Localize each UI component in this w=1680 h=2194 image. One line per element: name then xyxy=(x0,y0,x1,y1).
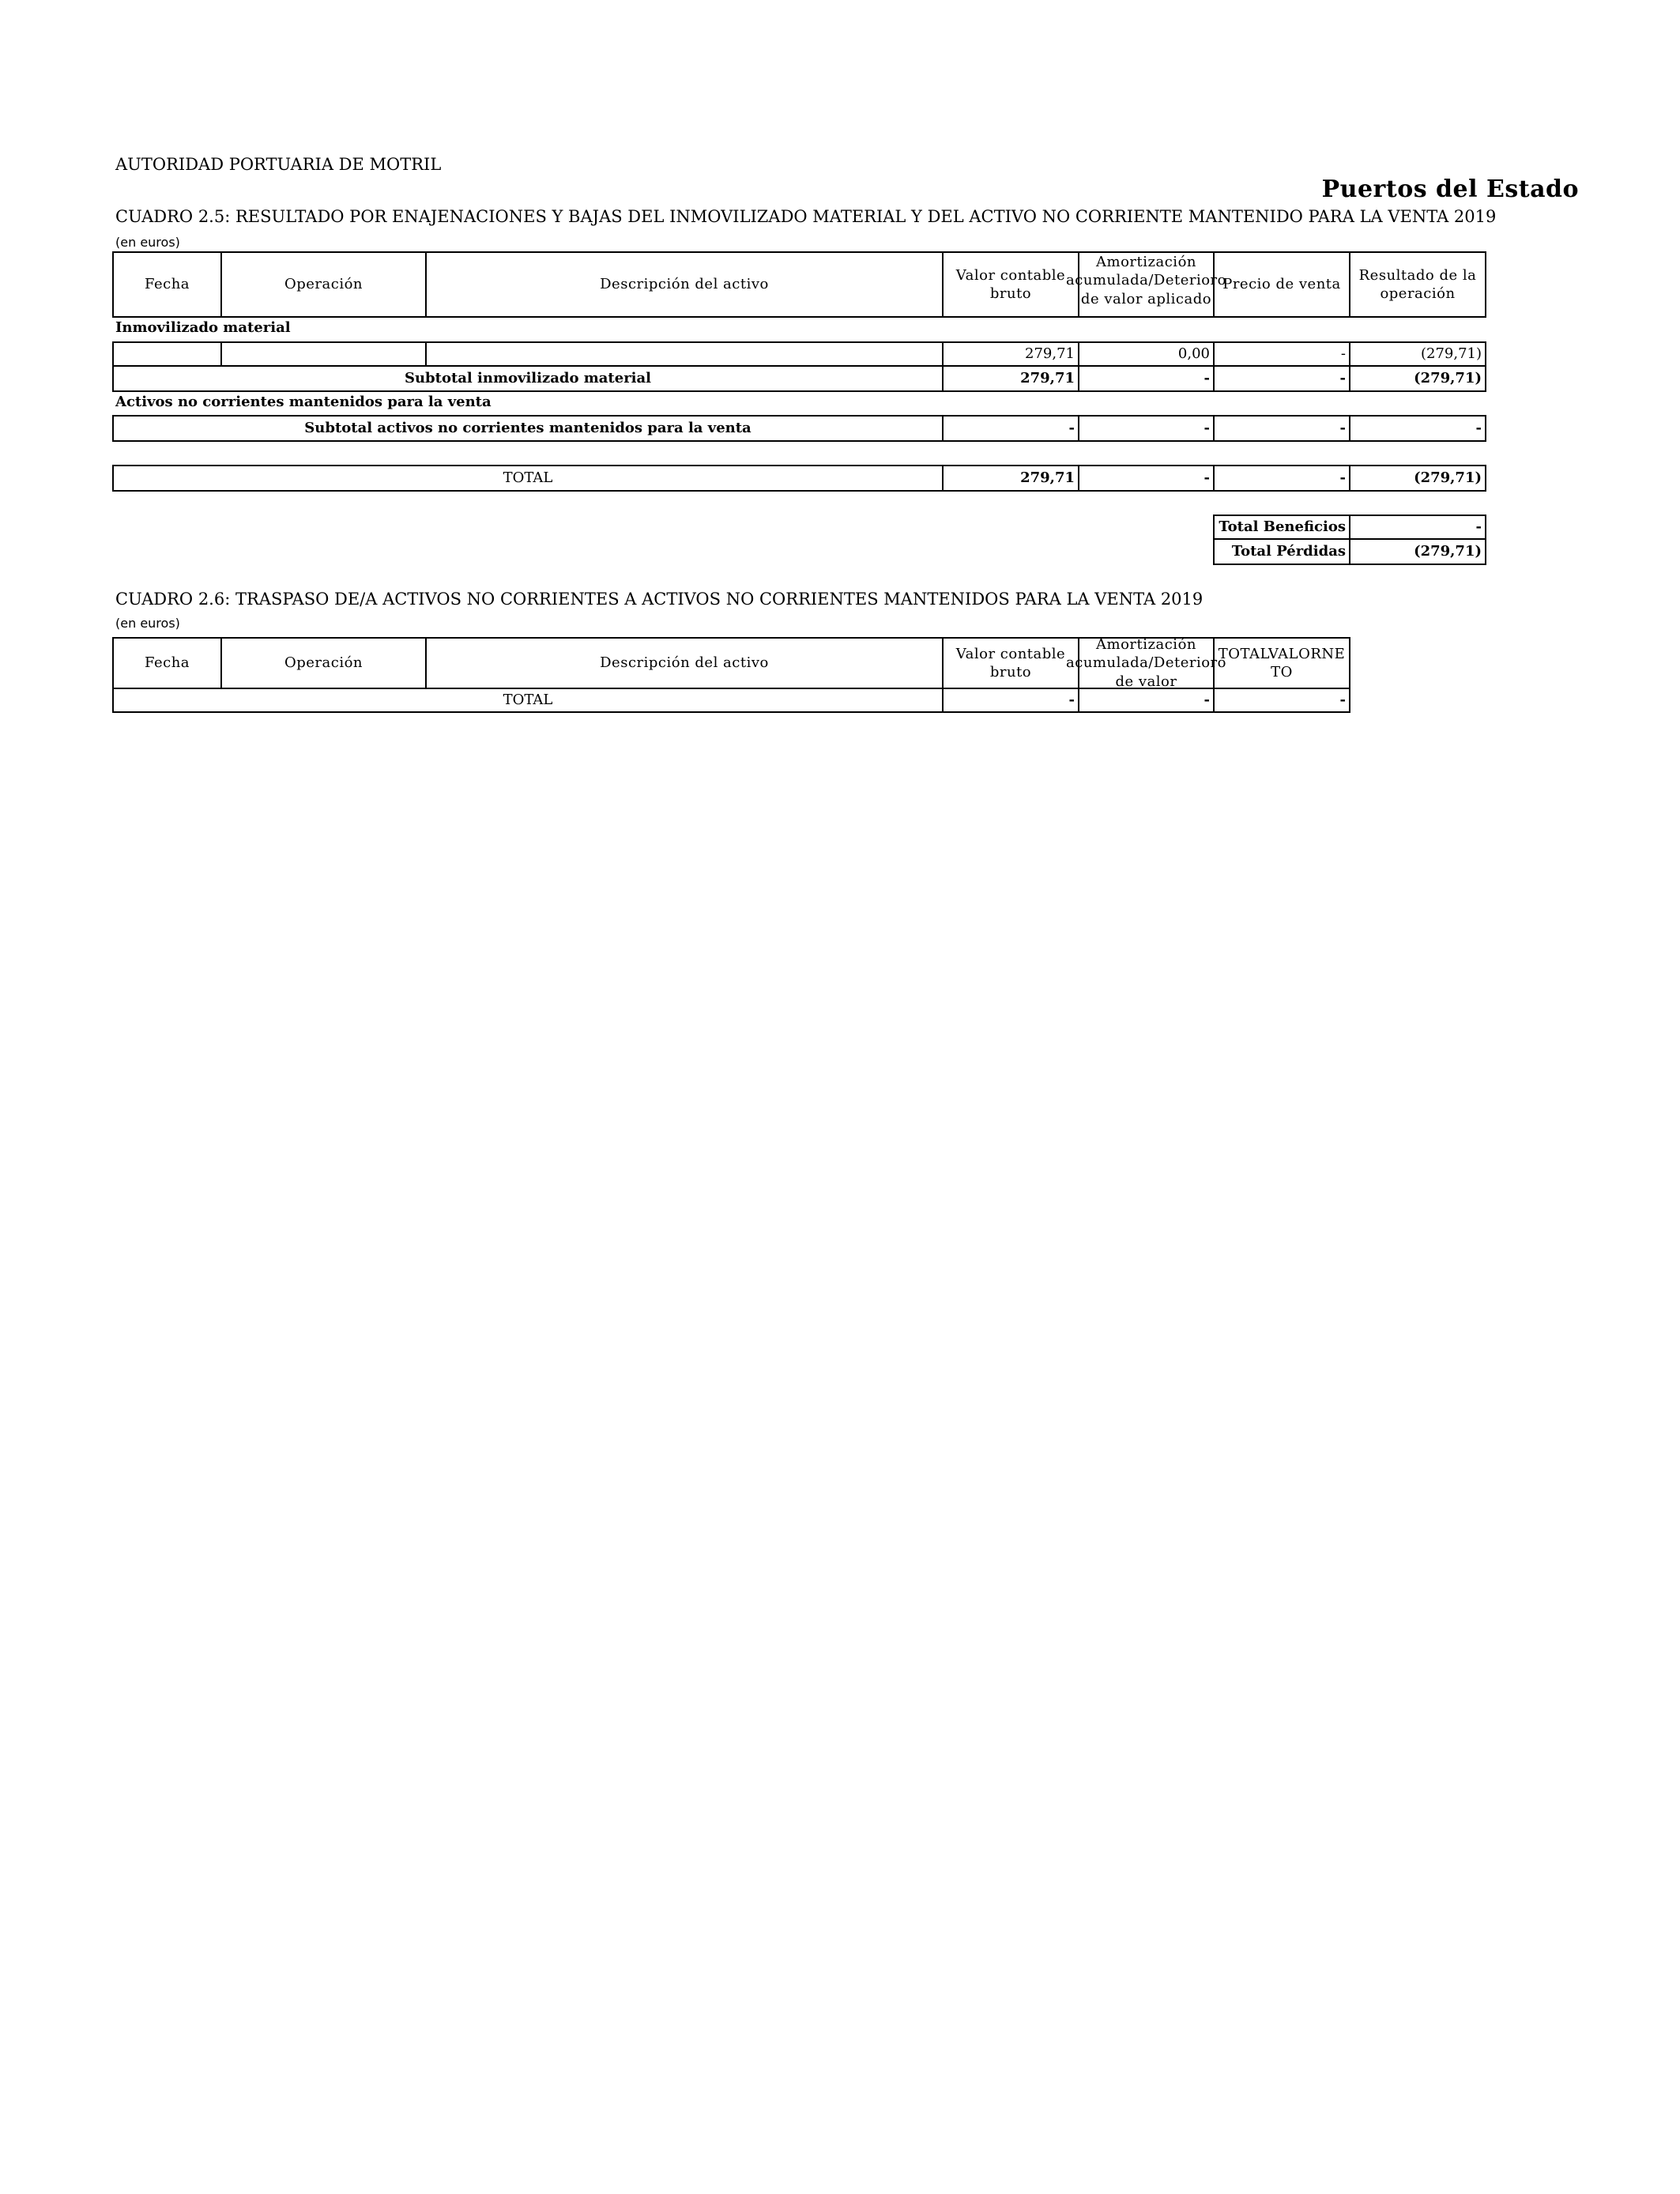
total-beneficios-value: - xyxy=(1349,515,1486,540)
col-valor-contable: Valor contable bruto xyxy=(942,251,1079,318)
section-inmovilizado: Inmovilizado material xyxy=(115,319,291,336)
subtotal-activos-valor: - xyxy=(942,415,1079,442)
col-descripcion: Descripción del activo xyxy=(425,251,944,318)
col-precio-venta: Precio de venta xyxy=(1213,251,1350,318)
cuadro-2-5-units: (en euros) xyxy=(115,235,180,250)
total-perdidas-value: (279,71) xyxy=(1349,538,1486,565)
total-precio: - xyxy=(1213,465,1350,492)
cuadro-2-5-title: CUADRO 2.5: RESULTADO POR ENAJENACIONES Y BAJAS DEL INMOVILIZADO MATERIAL Y DEL ACTIVO NO CORRIENTE MANTENIDO PARA LA VENTA 2019 xyxy=(115,207,1497,226)
subtotal-inmovilizado-label: Subtotal inmovilizado material xyxy=(112,365,944,392)
total-label: TOTAL xyxy=(112,465,944,492)
total-valor: - xyxy=(942,688,1079,713)
subtotal-inmovilizado-valor: 279,71 xyxy=(942,365,1079,392)
col-operacion: Operación xyxy=(220,637,427,689)
total-valor-neto: - xyxy=(1213,688,1350,713)
cell-precio: - xyxy=(1213,341,1350,367)
subtotal-activos-precio: - xyxy=(1213,415,1350,442)
cuadro-2-6-units: (en euros) xyxy=(115,616,180,631)
total-resultado: (279,71) xyxy=(1349,465,1486,492)
brand-name: Puertos del Estado xyxy=(1321,175,1579,203)
col-operacion: Operación xyxy=(220,251,427,318)
total-perdidas-label: Total Pérdidas xyxy=(1213,538,1350,565)
cuadro-2-6-title: CUADRO 2.6: TRASPASO DE/A ACTIVOS NO CORRIENTES A ACTIVOS NO CORRIENTES MANTENIDOS PARA LA VENTA 2019 xyxy=(115,590,1203,609)
cell-descripcion xyxy=(425,341,944,367)
col-resultado: Resultado de la operación xyxy=(1349,251,1486,318)
col-amortizacion: Amortización acumulada/Deterioro de valor xyxy=(1066,635,1226,690)
col-amortizacion: Amortización acumulada/Deterioro de valor aplicado xyxy=(1078,251,1215,318)
subtotal-inmovilizado-resultado: (279,71) xyxy=(1349,365,1486,392)
subtotal-inmovilizado-amortizacion: - xyxy=(1078,365,1215,392)
col-valor-contable: Valor contable bruto xyxy=(942,637,1079,689)
total-label: TOTAL xyxy=(112,688,944,713)
subtotal-activos-label: Subtotal activos no corrientes mantenidos para la venta xyxy=(112,415,944,442)
cell-valor: 279,71 xyxy=(942,341,1079,367)
col-total-valor-neto: TOTALVALORNETO xyxy=(1213,637,1350,689)
col-fecha: Fecha xyxy=(112,251,222,318)
col-fecha: Fecha xyxy=(112,637,222,689)
subtotal-inmovilizado-precio: - xyxy=(1213,365,1350,392)
total-valor: 279,71 xyxy=(942,465,1079,492)
cell-amortizacion: 0,00 xyxy=(1078,341,1215,367)
cell-resultado: (279,71) xyxy=(1349,341,1486,367)
total-amortizacion: - xyxy=(1078,688,1215,713)
subtotal-activos-resultado: - xyxy=(1349,415,1486,442)
section-activos-no-corrientes: Activos no corrientes mantenidos para la venta xyxy=(115,394,492,410)
entity-name: AUTORIDAD PORTUARIA DE MOTRIL xyxy=(115,155,442,174)
cell-operacion xyxy=(220,341,427,367)
subtotal-activos-amortizacion: - xyxy=(1078,415,1215,442)
col-descripcion: Descripción del activo xyxy=(425,637,944,689)
total-amortizacion: - xyxy=(1078,465,1215,492)
cell-fecha xyxy=(112,341,222,367)
total-beneficios-label: Total Beneficios xyxy=(1213,515,1350,540)
